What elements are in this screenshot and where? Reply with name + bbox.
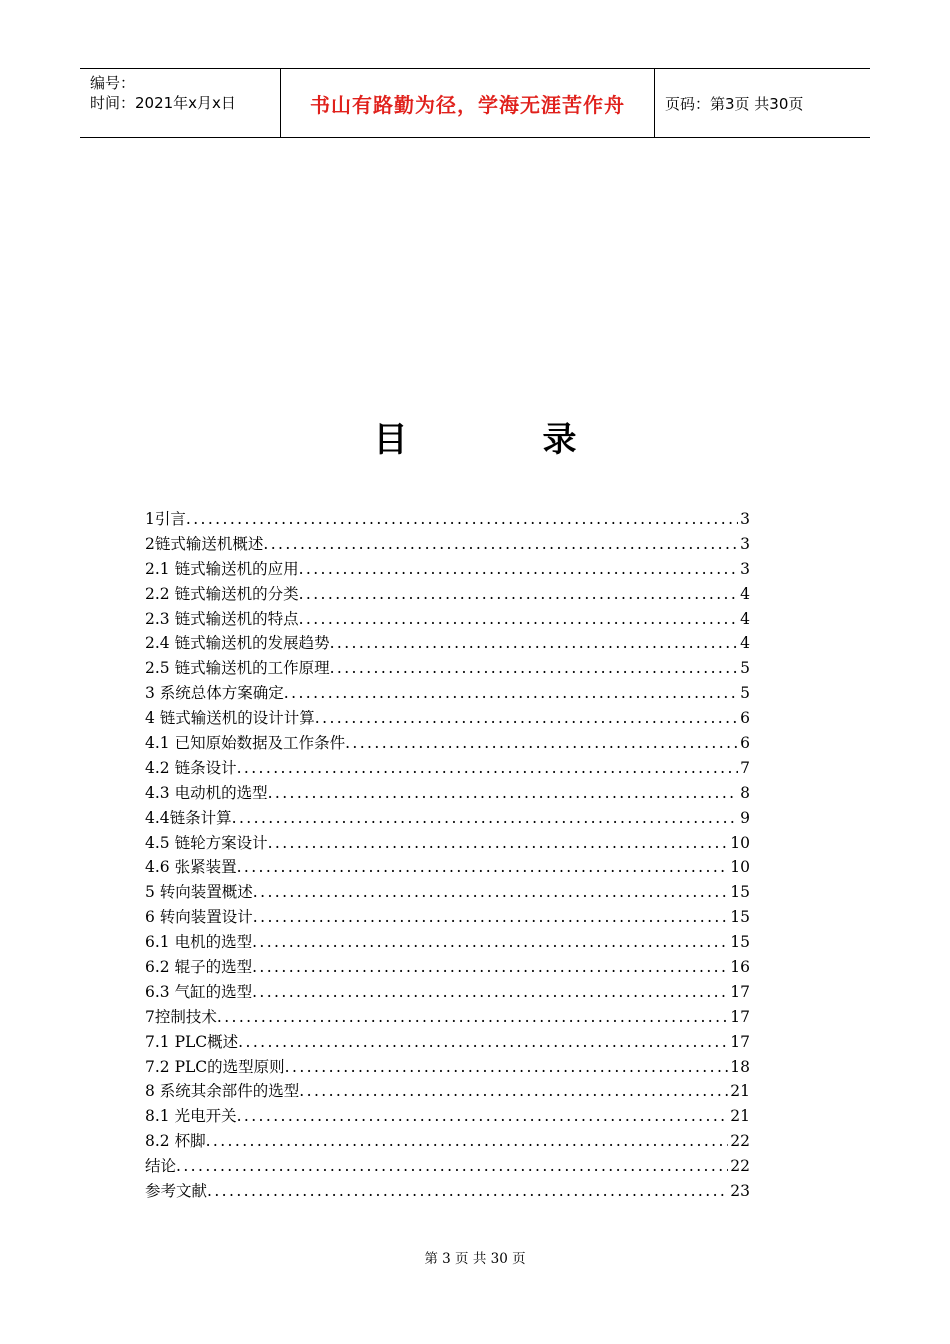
toc-entry-label: 1引言: [145, 510, 186, 528]
toc-entry[interactable]: [145, 1005, 750, 1030]
toc-entry-label: 结论: [145, 1157, 177, 1176]
toc-entry-label: 8 系统其余部件的选型: [145, 1082, 300, 1101]
toc-entry-label: 3 系统总体方案确定: [145, 684, 284, 703]
toc-entry-page: 3: [740, 559, 750, 578]
document-number-label: 编号：: [90, 74, 136, 92]
toc-entry[interactable]: [145, 831, 750, 856]
page-header: [80, 68, 870, 138]
toc-entry-page: 4: [740, 584, 750, 603]
toc-entry[interactable]: [145, 706, 750, 731]
toc-title: [0, 412, 950, 461]
toc-entry[interactable]: [145, 855, 750, 880]
toc-entry-label: 4.2 链条设计: [145, 758, 237, 777]
toc-entry[interactable]: [145, 905, 750, 930]
toc-dot-leader: [268, 781, 739, 806]
header-left-cell: [80, 69, 281, 137]
toc-entry-page: 3: [740, 534, 750, 553]
toc-entry-page: 16: [730, 958, 750, 977]
toc-entry-label: 4.5 链轮方案设计: [145, 833, 268, 852]
toc-dot-leader: [237, 1104, 729, 1129]
toc-entry-page: 4: [740, 609, 750, 628]
toc-entry-label: 4 链式输送机的设计计算: [145, 709, 315, 728]
toc-entry-page: 7: [740, 758, 750, 777]
toc-dot-leader: [253, 905, 728, 930]
toc-entry-page: 5: [740, 659, 750, 678]
header-motto: 书山有路勤为径，学海无涯苦作舟: [310, 92, 625, 117]
toc-dot-leader: [299, 1079, 728, 1104]
toc-entry[interactable]: [145, 1079, 750, 1104]
toc-dot-leader: [232, 806, 738, 831]
toc-entry[interactable]: [145, 1154, 750, 1179]
toc-dot-leader: [237, 756, 739, 781]
toc-entry[interactable]: [145, 880, 750, 905]
toc-entry[interactable]: [145, 731, 750, 756]
toc-entry[interactable]: [145, 756, 750, 781]
toc-entry-page: 10: [730, 833, 750, 852]
toc-entry-page: 21: [730, 1107, 750, 1126]
document-time-label: 时间：2021年x月x日: [90, 94, 236, 112]
toc-entry-label: 8.2 杯脚: [145, 1132, 206, 1151]
toc-entry[interactable]: [145, 1179, 750, 1204]
toc-dot-leader: [206, 1129, 729, 1154]
toc-entry-label: 4.6 张紧装置: [145, 858, 237, 877]
toc-dot-leader: [237, 855, 729, 880]
page-footer: 第 3 页 共 30 页: [424, 1251, 526, 1267]
toc-dot-leader: [186, 507, 738, 532]
toc-entry[interactable]: [145, 681, 750, 706]
toc-dot-leader: [238, 1030, 728, 1055]
header-page-info: 页码：第3页 共30页: [665, 94, 804, 113]
toc-dot-leader: [268, 831, 729, 856]
toc-entry-label: 8.1 光电开关: [145, 1107, 237, 1126]
table-of-contents: [145, 507, 750, 1204]
toc-entry-page: 15: [730, 908, 750, 927]
toc-dot-leader: [345, 731, 738, 756]
toc-entry-page: 22: [730, 1157, 750, 1176]
toc-dot-leader: [252, 930, 728, 955]
toc-entry-page: 15: [730, 883, 750, 902]
toc-dot-leader: [299, 607, 739, 632]
toc-entry-label: 5 转向装置概述: [145, 883, 253, 902]
toc-entry-label: 2.1 链式输送机的应用: [145, 559, 299, 578]
toc-entry-label: 7.2 PLC的选型原则: [145, 1057, 285, 1076]
toc-entry-label: 2.3 链式输送机的特点: [145, 609, 299, 628]
toc-entry-label: 6 转向装置设计: [145, 908, 253, 927]
toc-entry-page: 17: [730, 1007, 750, 1026]
toc-dot-leader: [176, 1154, 728, 1179]
toc-entry-label: 2链式输送机概述: [145, 534, 264, 553]
toc-dot-leader: [330, 631, 739, 656]
toc-entry-label: 6.3 气缸的选型: [145, 982, 253, 1001]
toc-entry-label: 参考文献: [145, 1182, 208, 1201]
toc-entry-page: 15: [730, 933, 750, 952]
toc-entry-label: 2.5 链式输送机的工作原理: [145, 659, 330, 678]
toc-dot-leader: [252, 980, 728, 1005]
toc-entry-page: 10: [730, 858, 750, 877]
toc-entry-page: 8: [740, 783, 750, 802]
toc-entry[interactable]: [145, 656, 750, 681]
toc-dot-leader: [253, 880, 728, 905]
toc-entry[interactable]: [145, 1055, 750, 1080]
toc-title-char-2: 录: [542, 420, 577, 460]
toc-entry-label: 4.1 已知原始数据及工作条件: [145, 734, 346, 753]
toc-entry-label: 7.1 PLC概述: [145, 1032, 239, 1051]
toc-dot-leader: [217, 1005, 728, 1030]
toc-entry[interactable]: [145, 1030, 750, 1055]
header-motto-cell: [281, 69, 655, 137]
toc-entry-label: 4.4链条计算: [145, 808, 232, 827]
toc-entry-page: 6: [740, 709, 750, 728]
toc-entry-page: 4: [740, 634, 750, 653]
toc-entry[interactable]: [145, 557, 750, 582]
toc-entry-page: 18: [730, 1057, 750, 1076]
toc-entry-page: 17: [730, 982, 750, 1001]
toc-entry-page: 5: [740, 684, 750, 703]
toc-entry-page: 9: [740, 808, 750, 827]
toc-entry-label: 4.3 电动机的选型: [145, 783, 268, 802]
toc-entry-page: 21: [730, 1082, 750, 1101]
toc-entry-label: 2.2 链式输送机的分类: [145, 584, 299, 603]
toc-entry-page: 22: [730, 1132, 750, 1151]
toc-entry[interactable]: [145, 631, 750, 656]
toc-dot-leader: [299, 557, 739, 582]
toc-entry[interactable]: [145, 507, 750, 532]
toc-entry[interactable]: [145, 1104, 750, 1129]
toc-dot-leader: [252, 955, 728, 980]
toc-entry[interactable]: [145, 532, 750, 557]
toc-entry-label: 2.4 链式输送机的发展趋势: [145, 634, 330, 653]
toc-entry-page: 6: [740, 734, 750, 753]
toc-entry-page: 3: [740, 510, 750, 528]
toc-dot-leader: [315, 706, 738, 731]
toc-entry[interactable]: [145, 955, 750, 980]
toc-entry[interactable]: [145, 806, 750, 831]
toc-entry[interactable]: [145, 781, 750, 806]
toc-entry[interactable]: [145, 582, 750, 607]
toc-dot-leader: [299, 582, 739, 607]
toc-entry-label: 6.2 辊子的选型: [145, 958, 253, 977]
toc-dot-leader: [207, 1179, 728, 1204]
toc-entry[interactable]: [145, 980, 750, 1005]
toc-dot-leader: [285, 1055, 729, 1080]
toc-entry[interactable]: [145, 930, 750, 955]
toc-entry-label: 7控制技术: [145, 1007, 217, 1026]
toc-dot-leader: [284, 681, 738, 706]
toc-entry-page: 23: [730, 1182, 750, 1201]
toc-dot-leader: [330, 656, 739, 681]
toc-entry[interactable]: [145, 607, 750, 632]
toc-entry-page: 17: [730, 1032, 750, 1051]
toc-dot-leader: [263, 532, 738, 557]
toc-entry[interactable]: [145, 1129, 750, 1154]
toc-title-char-1: 目: [373, 420, 408, 460]
toc-entry-label: 6.1 电机的选型: [145, 933, 253, 952]
